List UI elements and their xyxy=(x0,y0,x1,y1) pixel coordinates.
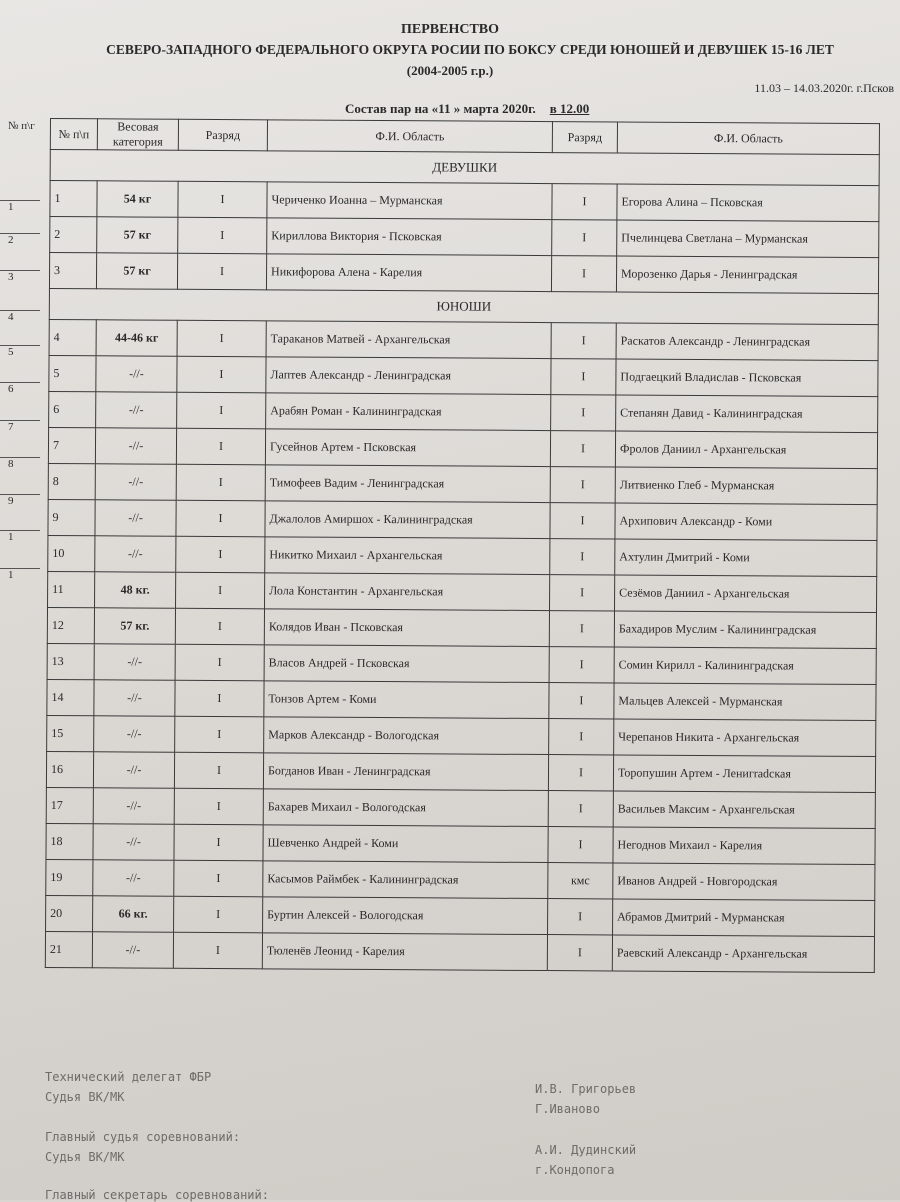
cell-rank: I xyxy=(177,356,266,393)
table-row xyxy=(46,859,875,900)
cell-no: 20 xyxy=(46,895,93,931)
cell-rank: I xyxy=(174,860,263,897)
table-row xyxy=(47,679,876,720)
margin-number: 9 xyxy=(0,494,40,524)
margin-number: 2 xyxy=(0,233,40,263)
composition-time: в 12.00 xyxy=(549,101,590,116)
cell-name: Кириллова Виктория - Псковская xyxy=(267,218,552,256)
footer-name1: И.В. Григорьев xyxy=(535,1082,637,1096)
cell-weight: -//- xyxy=(95,536,176,572)
cell-name2: Подгаецкий Владислав - Псковская xyxy=(616,359,878,397)
cell-no: 18 xyxy=(46,823,93,859)
cell-rank: I xyxy=(176,572,265,609)
col-header-weight: Весовая категория xyxy=(97,119,178,150)
footer-judge2: Судья ВК/МК xyxy=(45,1150,125,1164)
cell-no: 10 xyxy=(48,535,95,571)
cell-weight: -//- xyxy=(95,464,176,500)
cell-no: 13 xyxy=(47,643,94,679)
table-row xyxy=(49,355,878,396)
cell-no: 6 xyxy=(49,391,96,427)
table-row xyxy=(46,895,875,936)
cell-name2: Егорова Алина – Псковская xyxy=(617,184,879,222)
cell-name: Тюленёв Леонид - Карелия xyxy=(262,933,547,971)
cell-no: 19 xyxy=(46,859,93,895)
cell-name: Никифорова Алена - Карелия xyxy=(266,254,551,292)
table-row xyxy=(48,535,877,576)
table-row xyxy=(46,751,875,792)
margin-number: 1 xyxy=(0,530,40,560)
cell-no: 17 xyxy=(46,787,93,823)
cell-rank2: I xyxy=(548,899,613,935)
cell-name2: Негоднов Михаил - Карелия xyxy=(613,827,875,865)
footer-chief-judge: Главный судья соревнований: xyxy=(45,1130,241,1144)
cell-name2: Сезёмов Даниил - Архангельская xyxy=(614,575,876,613)
cell-rank2: I xyxy=(550,503,615,539)
cell-no: 16 xyxy=(46,751,93,787)
footer-judge1: Судья ВК/МК xyxy=(45,1090,125,1104)
footer-city2: г.Кондопога xyxy=(535,1163,615,1177)
table-row xyxy=(47,643,876,684)
cell-rank2: I xyxy=(549,647,614,683)
cell-name2: Васильев Максим - Архангельская xyxy=(613,791,875,829)
cell-name: Гусейнов Артем - Псковская xyxy=(265,429,550,467)
title-years: (2004-2005 г.р.) xyxy=(406,63,494,78)
cell-name2: Фролов Даниил - Архангельская xyxy=(615,431,877,469)
cell-no: 2 xyxy=(50,217,97,253)
composition-heading xyxy=(345,101,589,117)
cell-rank2: I xyxy=(549,719,614,755)
table-row xyxy=(48,463,877,504)
cell-no: 11 xyxy=(48,571,95,607)
table-row xyxy=(45,931,874,972)
cell-weight: 57 кг. xyxy=(94,608,175,644)
cell-weight: -//- xyxy=(94,680,175,716)
col-header-rank: Разряд xyxy=(178,119,267,151)
cell-name: Марков Александр - Вологодская xyxy=(264,717,549,755)
cell-name: Никитко Михаил - Архангельская xyxy=(265,537,550,575)
cell-rank2: I xyxy=(552,184,617,220)
cell-rank: I xyxy=(174,788,263,825)
cell-rank: I xyxy=(173,932,262,969)
cell-no: 21 xyxy=(45,931,92,967)
cell-name2: Морозенко Дарья - Ленинградская xyxy=(616,256,878,294)
cell-name: Лаптев Александр - Ленинградская xyxy=(266,357,551,395)
cell-rank: I xyxy=(176,536,265,573)
cell-rank2: I xyxy=(550,575,615,611)
cell-rank: I xyxy=(174,824,263,861)
col-header-rank2: Разряд xyxy=(552,122,617,153)
cell-rank2: I xyxy=(552,220,617,256)
cell-weight: -//- xyxy=(93,824,174,860)
cell-no: 1 xyxy=(50,181,97,217)
cell-name2: Литвиенко Глеб - Мурманская xyxy=(615,467,877,505)
cell-rank: I xyxy=(177,253,266,290)
cell-name2: Черепанов Никита - Архангельская xyxy=(614,719,876,757)
cell-rank2: I xyxy=(550,431,615,467)
section-row-girls xyxy=(50,150,879,186)
cell-no: 15 xyxy=(47,715,94,751)
cell-no: 12 xyxy=(47,607,94,643)
title-district: СЕВЕРО-ЗАПАДНОГО ФЕДЕРАЛЬНОГО ОКРУГА РОСИИ ПО БОКСУ СРЕДИ ЮНОШЕЙ И ДЕВУШЕК 15-16 ЛЕТ xyxy=(106,42,834,57)
cell-rank2: I xyxy=(551,256,616,292)
cell-name: Бахарев Михаил - Вологодская xyxy=(263,789,548,827)
cell-name: Тараканов Матвей - Архангельская xyxy=(266,321,551,359)
cell-rank2: I xyxy=(549,683,614,719)
cell-name: Шевченко Андрей - Коми xyxy=(263,825,548,863)
margin-number: 4 xyxy=(0,310,40,340)
cell-weight: 57 кг xyxy=(96,253,177,289)
composition-date: Состав пар на «11 » марта 2020г. xyxy=(345,101,536,116)
cell-rank: I xyxy=(178,217,267,254)
cell-name2: Степанян Давид - Калининградская xyxy=(616,395,878,433)
cell-rank: I xyxy=(174,752,263,789)
cell-name2: Бахадиров Муслим - Калининградская xyxy=(614,611,876,649)
cell-name: Арабян Роман - Калининградская xyxy=(266,393,551,431)
cell-no: 7 xyxy=(48,427,95,463)
footer-chief-secretary: Главный секретарь соревнований: xyxy=(45,1188,269,1202)
cell-rank: I xyxy=(178,181,267,218)
section-girls-label: ДЕВУШКИ xyxy=(50,150,879,186)
cell-no: 9 xyxy=(48,499,95,535)
table-row xyxy=(47,715,876,756)
margin-header: № п\г xyxy=(8,120,35,132)
cell-rank2: I xyxy=(548,755,613,791)
cell-rank2: I xyxy=(550,467,615,503)
cell-rank2: I xyxy=(551,395,616,431)
cell-name: Буртин Алексей - Вологодская xyxy=(263,897,548,935)
cell-weight: 66 кг. xyxy=(93,896,174,932)
col-header-name: Ф.И. Область xyxy=(267,120,552,153)
cell-no: 8 xyxy=(48,463,95,499)
cell-rank: I xyxy=(175,608,264,645)
cell-no: 4 xyxy=(49,319,96,355)
table-row xyxy=(47,607,876,648)
margin-number: 1 xyxy=(0,568,40,598)
table-row xyxy=(46,787,875,828)
pairs-table xyxy=(45,118,880,973)
cell-no: 14 xyxy=(47,679,94,715)
cell-name: Колядов Иван - Псковская xyxy=(264,609,549,647)
cell-name2: Ахтулин Дмитрий - Коми xyxy=(615,539,877,577)
margin-number: 1 xyxy=(0,200,40,230)
table-row xyxy=(48,571,877,612)
cell-rank2: I xyxy=(547,935,612,971)
cell-rank: I xyxy=(175,680,264,717)
cell-name: Лола Константин - Архангельская xyxy=(265,573,550,611)
cell-name2: Мальцев Алексей - Мурманская xyxy=(614,683,876,721)
cell-weight: -//- xyxy=(95,428,176,464)
cell-rank2: I xyxy=(551,323,616,359)
table-row xyxy=(48,499,877,540)
cell-name2: Раскатов Александр - Ленинградская xyxy=(616,323,878,361)
event-dates: 11.03 – 14.03.2020г. г.Псков xyxy=(754,81,894,95)
footer-name2: А.И. Дудинский xyxy=(535,1143,637,1157)
cell-weight: 48 кг. xyxy=(95,572,176,608)
cell-rank: I xyxy=(176,428,265,465)
cell-name2: Раевский Александр - Архангельская xyxy=(612,935,874,973)
cell-weight: -//- xyxy=(94,716,175,752)
cell-name: Тимофеев Вадим - Ленинградская xyxy=(265,465,550,503)
cell-no: 5 xyxy=(49,355,96,391)
cell-rank: I xyxy=(175,716,264,753)
cell-name2: Абрамов Дмитрий - Мурманская xyxy=(613,899,875,937)
footer-tech-delegate: Технический делегат ФБР xyxy=(45,1070,212,1084)
cell-name2: Торопушин Артем - Ленигradская xyxy=(613,755,875,793)
table-row xyxy=(48,427,877,468)
cell-weight: 57 кг xyxy=(97,217,178,253)
table-row xyxy=(49,253,878,294)
cell-rank: I xyxy=(176,500,265,537)
table-row xyxy=(46,823,875,864)
cell-weight: 44-46 кг xyxy=(96,320,177,356)
cell-weight: 54 кг xyxy=(97,181,178,217)
cell-rank2: кмс xyxy=(548,863,613,899)
margin-number: 5 xyxy=(0,345,40,375)
cell-name2: Сомин Кирилл - Калининградская xyxy=(614,647,876,685)
table-row xyxy=(49,319,878,360)
cell-rank2: I xyxy=(549,611,614,647)
cell-name2: Иванов Андрей - Новгородская xyxy=(613,863,875,901)
cell-weight: -//- xyxy=(96,356,177,392)
cell-rank2: I xyxy=(548,791,613,827)
cell-weight: -//- xyxy=(94,644,175,680)
cell-rank: I xyxy=(175,644,264,681)
cell-name2: Пчелинцева Светлана – Мурманская xyxy=(617,220,879,258)
table-row xyxy=(50,217,879,258)
margin-number: 6 xyxy=(0,382,40,412)
cell-rank: I xyxy=(174,896,263,933)
margin-number: 3 xyxy=(0,270,40,300)
cell-rank2: I xyxy=(551,359,616,395)
cell-weight: -//- xyxy=(96,392,177,428)
cell-name: Тонзов Артем - Коми xyxy=(264,681,549,719)
cell-name: Джалолов Амиршох - Калининградская xyxy=(265,501,550,539)
cell-weight: -//- xyxy=(93,860,174,896)
table-row xyxy=(49,391,878,432)
section-row-boys xyxy=(49,288,878,324)
cell-no: 3 xyxy=(49,253,96,289)
col-header-no: № п\п xyxy=(50,119,97,150)
cell-weight: -//- xyxy=(93,788,174,824)
cell-weight: -//- xyxy=(92,932,173,968)
section-boys-label: ЮНОШИ xyxy=(49,288,878,324)
col-header-name2: Ф.И. Область xyxy=(617,122,879,155)
cell-name: Чериченко Иоанна – Мурманская xyxy=(267,182,552,220)
margin-number: 8 xyxy=(0,457,40,487)
cell-name: Богданов Иван - Ленинградская xyxy=(263,753,548,791)
cell-weight: -//- xyxy=(93,752,174,788)
cell-weight: -//- xyxy=(95,500,176,536)
cell-rank2: I xyxy=(548,827,613,863)
cell-rank2: I xyxy=(550,539,615,575)
cell-rank: I xyxy=(176,464,265,501)
footer-city1: Г.Иваново xyxy=(535,1102,601,1116)
title-championship: ПЕРВЕНСТВО xyxy=(400,22,500,37)
margin-number: 7 xyxy=(0,420,40,450)
table-row xyxy=(50,181,879,222)
cell-name2: Архипович Александр - Коми xyxy=(615,503,877,541)
cell-name: Власов Андрей - Псковская xyxy=(264,645,549,683)
cell-rank: I xyxy=(177,320,266,357)
cell-name: Касымов Раймбек - Калининградская xyxy=(263,861,548,899)
cell-rank: I xyxy=(177,392,266,429)
